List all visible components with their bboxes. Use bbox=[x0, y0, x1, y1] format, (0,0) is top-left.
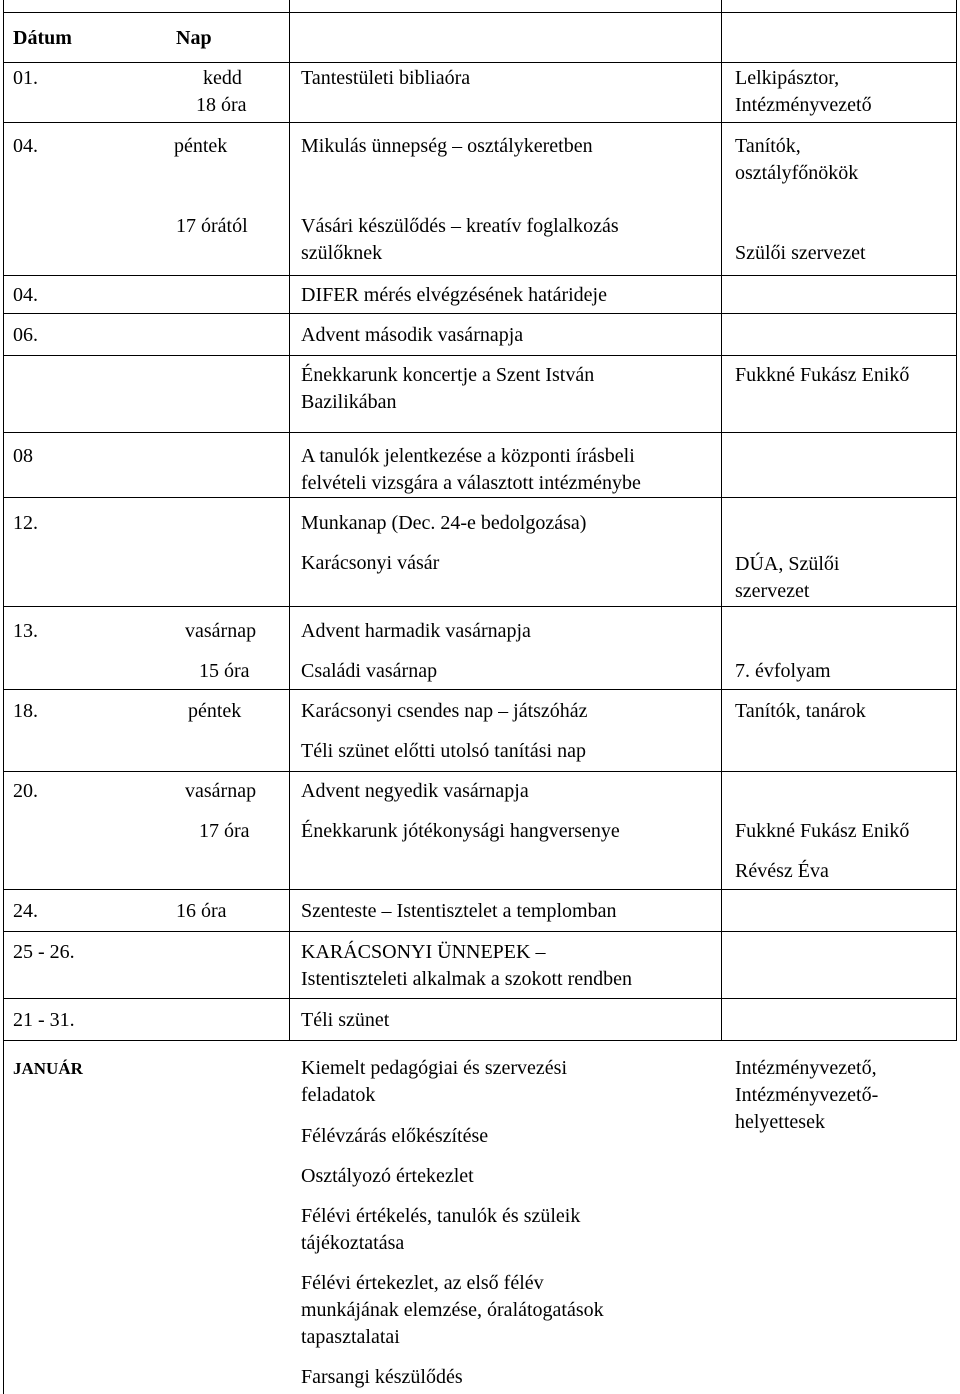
task-item: tájékoztatása bbox=[301, 1232, 405, 1254]
table-divider-event-person bbox=[721, 0, 722, 1040]
row-event: Advent második vasárnapja bbox=[301, 324, 524, 346]
row-person: Intézményvezető bbox=[735, 94, 872, 116]
row-event: Advent negyedik vasárnapja bbox=[301, 780, 529, 802]
task-item: Kiemelt pedagógiai és szervezési bbox=[301, 1057, 567, 1079]
row-date: 08 bbox=[13, 445, 33, 467]
row-divider bbox=[3, 771, 957, 772]
task-item: Félévzárás előkészítése bbox=[301, 1125, 489, 1147]
row-event: Munkanap (Dec. 24-e bedolgozása) bbox=[301, 512, 587, 534]
row-event: KARÁCSONYI ÜNNEPEK – bbox=[301, 941, 546, 963]
row-person: Lelkipásztor, bbox=[735, 67, 840, 89]
row-day: vasárnap bbox=[185, 620, 257, 642]
row-date: 04. bbox=[13, 135, 38, 157]
row-day: 16 óra bbox=[176, 900, 227, 922]
row-divider bbox=[3, 1040, 957, 1041]
row-event: Énekkarunk koncertje a Szent István bbox=[301, 364, 595, 386]
task-item: tapasztalatai bbox=[301, 1326, 400, 1348]
table-divider-date-event bbox=[289, 0, 290, 1040]
row-date: 13. bbox=[13, 620, 38, 642]
row-time: 17 óra bbox=[199, 820, 250, 842]
row-event: Istentiszteleti alkalmak a szokott rendben bbox=[301, 968, 632, 990]
row-event: Téli szünet bbox=[301, 1009, 390, 1031]
month-heading: JANUÁR bbox=[13, 1059, 83, 1078]
row-event: A tanulók jelentkezése a központi írásbeli bbox=[301, 445, 635, 467]
row-time: 17 órától bbox=[176, 215, 248, 237]
task-item: Osztályozó értekezlet bbox=[301, 1165, 474, 1187]
row-event: Vásári készülődés – kreatív foglalkozás bbox=[301, 215, 619, 237]
row-time: 15 óra bbox=[199, 660, 250, 682]
row-event: szülőknek bbox=[301, 242, 383, 264]
row-divider bbox=[3, 122, 957, 123]
row-event: Karácsonyi vásár bbox=[301, 552, 440, 574]
row-date: 04. bbox=[13, 284, 38, 306]
january-person: Intézményvezető, bbox=[735, 1057, 877, 1079]
row-event: Tantestületi bibliaóra bbox=[301, 67, 471, 89]
row-person: Szülői szervezet bbox=[735, 242, 866, 264]
row-person: Tanítók, bbox=[735, 135, 801, 157]
task-item: feladatok bbox=[301, 1084, 376, 1106]
row-event: Bazilikában bbox=[301, 391, 397, 413]
task-item: Félévi értékelés, tanulók és szüleik bbox=[301, 1205, 581, 1227]
row-date: 20. bbox=[13, 780, 38, 802]
row-divider bbox=[3, 62, 957, 63]
row-divider bbox=[3, 275, 957, 276]
row-divider bbox=[3, 689, 957, 690]
table-border-left bbox=[3, 0, 4, 1394]
row-event: DIFER mérés elvégzésének határideje bbox=[301, 284, 607, 306]
row-event: felvételi vizsgára a választott intézménybe bbox=[301, 472, 641, 494]
row-person: Fukkné Fukász Enikő bbox=[735, 364, 910, 386]
row-date: 12. bbox=[13, 512, 38, 534]
row-date: 06. bbox=[13, 324, 38, 346]
january-person: Intézményvezető- bbox=[735, 1084, 879, 1106]
row-person: szervezet bbox=[735, 580, 810, 602]
row-event: Téli szünet előtti utolsó tanítási nap bbox=[301, 740, 586, 762]
table-border-top bbox=[3, 12, 957, 13]
task-item: Félévi értekezlet, az első félév bbox=[301, 1272, 544, 1294]
row-event: Családi vasárnap bbox=[301, 660, 438, 682]
row-divider bbox=[3, 497, 957, 498]
row-person: osztályfőnökök bbox=[735, 162, 859, 184]
row-divider bbox=[3, 313, 957, 314]
table-border-right bbox=[956, 0, 957, 1040]
row-person: DÚA, Szülői bbox=[735, 553, 840, 575]
row-event: Énekkarunk jótékonysági hangversenye bbox=[301, 820, 620, 842]
row-person: 7. évfolyam bbox=[735, 660, 831, 682]
row-person: Révész Éva bbox=[735, 860, 829, 882]
row-day: vasárnap bbox=[185, 780, 257, 802]
row-time: 18 óra bbox=[196, 94, 247, 116]
row-person: Tanítók, tanárok bbox=[735, 700, 866, 722]
row-event: Mikulás ünnepség – osztálykeretben bbox=[301, 135, 593, 157]
row-date: 18. bbox=[13, 700, 38, 722]
row-day: kedd bbox=[203, 67, 242, 89]
row-day: péntek bbox=[174, 135, 228, 157]
january-person: helyettesek bbox=[735, 1111, 825, 1133]
row-divider bbox=[3, 998, 957, 999]
row-event: Advent harmadik vasárnapja bbox=[301, 620, 531, 642]
row-date: 24. bbox=[13, 900, 38, 922]
row-person: Fukkné Fukász Enikő bbox=[735, 820, 910, 842]
row-event: Szenteste – Istentisztelet a templomban bbox=[301, 900, 617, 922]
row-divider bbox=[3, 931, 957, 932]
row-date: 01. bbox=[13, 67, 38, 89]
row-divider bbox=[3, 355, 957, 356]
row-divider bbox=[3, 889, 957, 890]
row-day: péntek bbox=[188, 700, 242, 722]
row-date: 21 - 31. bbox=[13, 1009, 75, 1031]
row-divider bbox=[3, 432, 957, 433]
header-day: Nap bbox=[176, 27, 212, 49]
row-date: 25 - 26. bbox=[13, 941, 75, 963]
row-event: Karácsonyi csendes nap – játszóház bbox=[301, 700, 588, 722]
task-item: munkájának elemzése, óralátogatások bbox=[301, 1299, 604, 1321]
header-date: Dátum bbox=[13, 27, 72, 49]
task-item: Farsangi készülődés bbox=[301, 1366, 463, 1388]
row-divider bbox=[3, 606, 957, 607]
